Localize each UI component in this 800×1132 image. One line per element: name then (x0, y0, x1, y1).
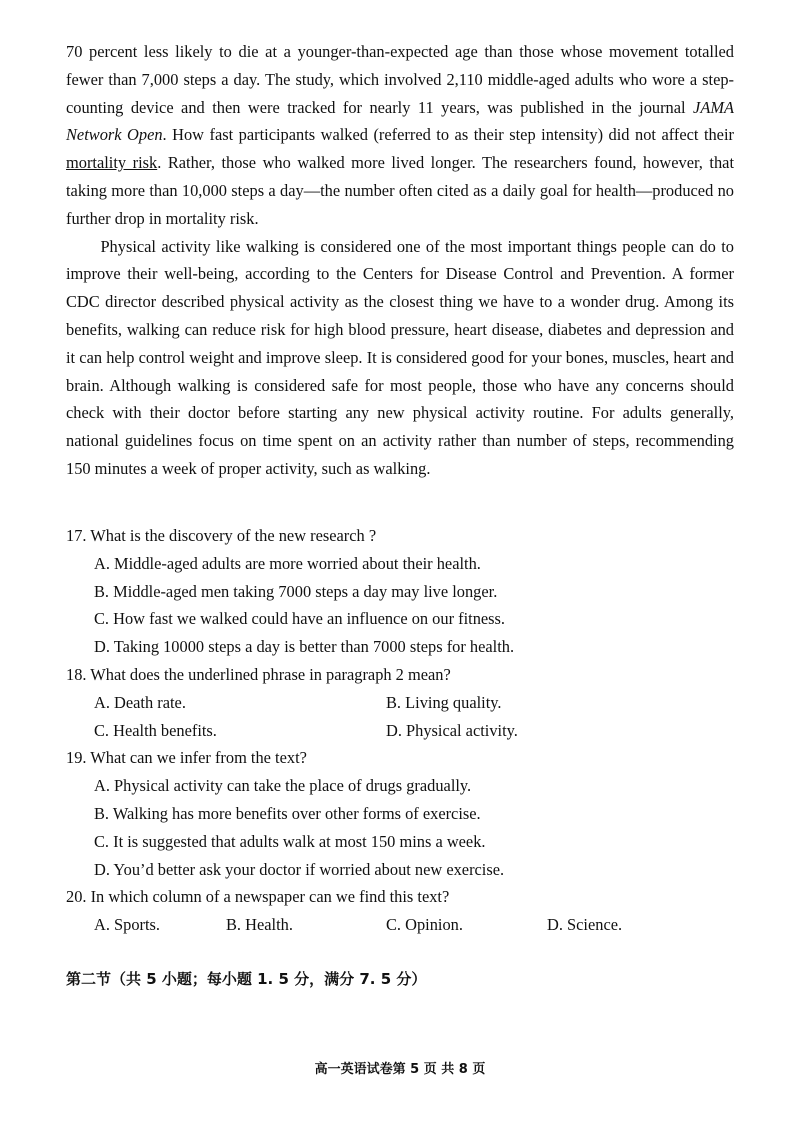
page-footer: 高一英语试卷第 5 页 共 8 页 (314, 1062, 486, 1077)
paragraph-2: Physical activity like walking is considered one of the most important things people can do to improve their well-being, according to the Centers for Disease Control and Prevention. A former CDC director described physical activity as the closest thing we have to a wonder drug. Among its benefits, walking can reduce risk for high blood pressure, heart disease, diabetes and depression and it can help control weight and improve sleep. It is considered good for your bones, muscles, heart and brain. Although walking is considered safe for most people, those who have any concerns should check with their doctor before starting any new physical activity routine. For adults generally, national guidelines focus on time spent on an activity rather than number of steps, recommending 150 minutes a week of proper activity, such as walking. (66, 236, 734, 478)
question-17-option-c: C. How fast we walked could have an influence on our fitness. (94, 609, 506, 629)
question-17-option-d: D. Taking 10000 steps a day is better than 7000 steps for health. (94, 637, 515, 657)
question-20-option-c: C. Opinion. (386, 915, 463, 935)
question-17-stem: 17. What is the discovery of the new research ? (66, 526, 377, 545)
question-18-option-a: A. Death rate. (94, 692, 186, 712)
question-18-options-row-1 (66, 689, 734, 717)
question-20-stem: 20. In which column of a newspaper can we find this text? (66, 887, 450, 907)
reading-passage (66, 38, 734, 483)
section-heading: 第二节（共 5 小题；每小题 1. 5 分，满分 7. 5 分） (66, 970, 427, 988)
underlined-phrase: mortality risk (66, 153, 158, 173)
question-19-option-d: D. You’d better ask your doctor if worried about new exercise. (94, 859, 505, 879)
paragraph-1-text-b: . How fast participants walked (referred to as their step intensity) did not affect their (162, 125, 734, 145)
question-20-options-row (66, 911, 734, 939)
question-18-stem: 18. What does the underlined phrase in paragraph 2 mean? (66, 664, 451, 684)
question-20-option-d: D. Science. (547, 915, 623, 935)
question-19-stem: 19. What can we infer from the text? (66, 748, 307, 768)
journal-name: JAMA Network Open (66, 97, 734, 145)
question-20-option-b: B. Health. (226, 915, 293, 935)
question-19-option-a: A. Physical activity can take the place of drugs gradually. (94, 776, 472, 796)
question-17-option-b: B. Middle-aged men taking 7000 steps a day may live longer. (94, 581, 498, 601)
question-20-option-a: A. Sports. (94, 915, 161, 935)
question-19-option-c: C. It is suggested that adults walk at most 150 mins a week. (94, 831, 486, 851)
question-18-option-d: D. Physical activity. (386, 720, 518, 740)
question-18-options-row-2 (66, 717, 734, 745)
question-list (66, 522, 734, 939)
paragraph-1 (66, 38, 734, 233)
paragraph-1-text-a: 70 percent less likely to die at a younger-than-expected age than those whose movement totalled fewer than 7,000 steps a day. The study, which involved 2,110 middle-aged adults who wore a step-counting device and then were tracked for nearly 11 years, was published in the journal (66, 42, 734, 117)
question-18-option-b: B. Living quality. (386, 692, 502, 712)
question-19-option-b: B. Walking has more benefits over other forms of exercise. (94, 803, 481, 823)
paragraph-1-text-c: . Rather, those who walked more lived longer. The researchers found, however, that taking more than 10,000 steps a day—the number often cited as a daily goal for health—produced no further drop in mortality risk. (66, 153, 734, 228)
question-17-option-a: A. Middle-aged adults are more worried about their health. (94, 553, 481, 573)
question-18-option-c: C. Health benefits. (94, 720, 217, 740)
